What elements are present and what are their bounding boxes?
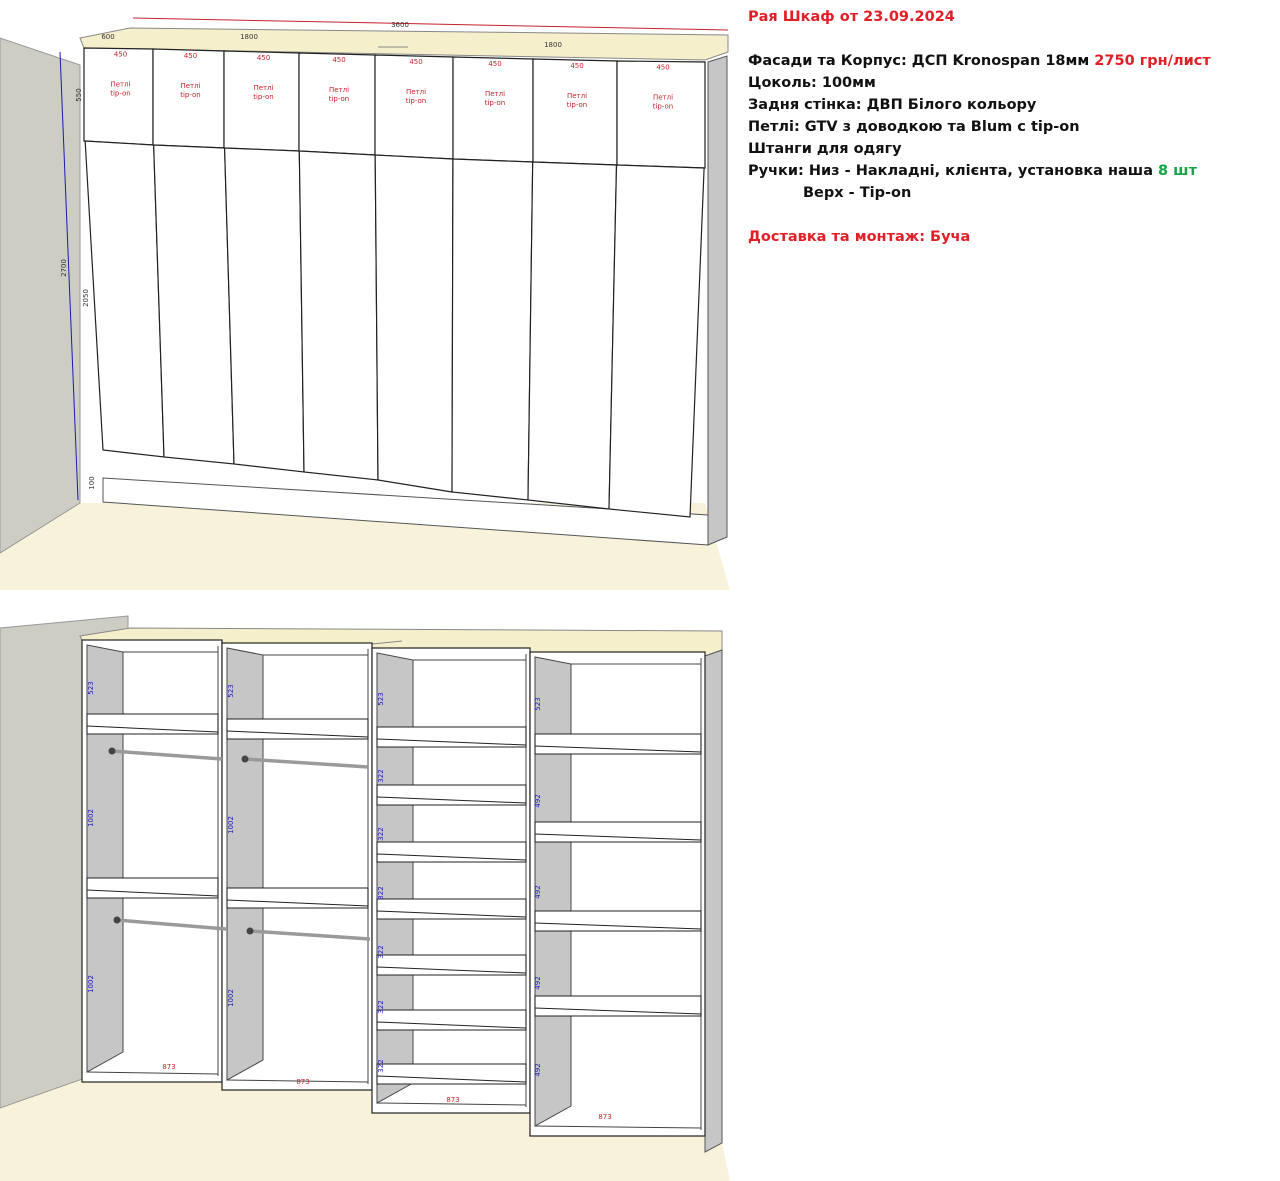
- shelf-height-label: 322: [377, 1059, 385, 1073]
- lower-door-8: [609, 165, 704, 517]
- front-view: [0, 18, 730, 590]
- shelf-height-label: 492: [534, 885, 542, 899]
- shelf-height-label: 523: [377, 692, 385, 706]
- dim-depth: 600: [101, 33, 115, 41]
- materials-price: 2750 грн/лист: [1094, 53, 1211, 69]
- interior-column-4: [530, 652, 705, 1136]
- lower-door-6: [452, 159, 533, 500]
- shelf-height-label: 322: [377, 769, 385, 783]
- door-hinge-label: tip-on: [484, 99, 506, 107]
- door-hinge-label: tip-on: [652, 102, 674, 111]
- column-inner-side: [87, 645, 123, 1072]
- door-hinge-label: tip-on: [566, 101, 588, 109]
- upper-door-3: [224, 51, 299, 151]
- notes-plinth: Цоколь: 100мм: [748, 75, 876, 91]
- spec-notes: [748, 6, 1268, 248]
- upper-door-5: [375, 55, 453, 159]
- column-width-label: 873: [598, 1113, 612, 1121]
- notes-handles-top: Верх - Tip-on: [803, 185, 912, 201]
- interior-view: [0, 616, 730, 1181]
- door-hinge-label: tip-on: [328, 95, 350, 103]
- rail-holder: [247, 928, 254, 935]
- lower-door-7: [528, 162, 617, 509]
- dim-height-main: 2050: [82, 289, 90, 307]
- shelf-height-label: 523: [87, 681, 95, 695]
- door-hinge-label: tip-on: [253, 93, 274, 101]
- door-hinge-label: tip-on: [180, 91, 201, 99]
- door-group: [84, 48, 705, 517]
- handles-count: 8 шт: [1158, 163, 1197, 179]
- shelf-height-label: 1002: [227, 816, 235, 834]
- door-hinge-label: Петлі: [652, 93, 674, 102]
- door-width-label: 450: [113, 50, 128, 59]
- door-width-label: 450: [183, 52, 198, 60]
- column-width-label: 873: [296, 1078, 310, 1086]
- door-width-label: 450: [656, 63, 670, 72]
- door-hinge-label: Петлі: [405, 88, 427, 96]
- door-hinge-label: tip-on: [110, 89, 131, 98]
- rail-holder: [109, 748, 116, 755]
- door-hinge-label: Петлі: [566, 92, 588, 100]
- column-width-label: 873: [446, 1096, 460, 1104]
- upper-door-4: [299, 53, 375, 155]
- door-hinge-label: Петлі: [253, 84, 274, 92]
- shelf-height-label: 322: [377, 827, 385, 841]
- interior-column-1: [82, 640, 222, 1082]
- dim-height-top: 550: [75, 88, 83, 102]
- door-hinge-label: tip-on: [405, 97, 427, 105]
- upper-door-6: [453, 57, 533, 162]
- column-width-label: 873: [162, 1063, 176, 1071]
- door-hinge-label: Петлі: [328, 86, 350, 94]
- door-width-label: 450: [256, 54, 271, 62]
- interior-group: [82, 640, 705, 1136]
- interior-column-3: [372, 648, 530, 1113]
- shelf-height-label: 523: [227, 684, 235, 698]
- door-width-label: 450: [409, 58, 423, 66]
- shelf-height-label: 1002: [87, 975, 95, 993]
- upper-door-8: [617, 61, 705, 168]
- cabinet-right-side-2: [705, 650, 722, 1152]
- door-width-label: 450: [488, 60, 502, 68]
- shelf-height-label: 1002: [227, 989, 235, 1007]
- shelf-height-label: 492: [534, 794, 542, 808]
- notes-handles: [748, 160, 1268, 182]
- upper-door-7: [533, 59, 617, 165]
- dim-section-2: 1800: [544, 41, 562, 49]
- notes-delivery: Доставка та монтаж: Буча: [748, 229, 971, 245]
- shelf-height-label: 322: [377, 1000, 385, 1014]
- dim-section-1: 1800: [240, 33, 258, 41]
- lower-door-3: [225, 148, 304, 472]
- rail-holder: [242, 756, 249, 763]
- wall-left-top: [0, 38, 80, 553]
- notes-back-panel: Задня стінка: ДВП Білого кольору: [748, 97, 1037, 113]
- dim-height-total: 2700: [60, 259, 68, 277]
- shelf-height-label: 322: [377, 886, 385, 900]
- door-hinge-label: Петлі: [110, 80, 131, 89]
- notes-materials: [748, 50, 1268, 72]
- door-hinge-label: Петлі: [180, 82, 201, 90]
- door-hinge-label: Петлі: [484, 90, 506, 98]
- shelf-height-label: 1002: [87, 809, 95, 827]
- notes-title: Рая Шкаф от 23.09.2024: [748, 9, 955, 25]
- door-width-label: 450: [570, 62, 584, 70]
- shelf-height-label: 523: [534, 697, 542, 711]
- lower-door-4: [299, 151, 378, 480]
- dim-height-plinth: 100: [88, 476, 96, 490]
- shelf-height-label: 322: [377, 945, 385, 959]
- materials-label: Фасади та Корпус: ДСП Kronospan 18мм: [748, 53, 1090, 69]
- shelf-height-label: 492: [534, 976, 542, 990]
- lower-door-2: [154, 145, 234, 464]
- lower-door-1: [85, 141, 164, 457]
- dim-overall-width: 3600: [391, 21, 409, 29]
- rail-holder: [114, 917, 121, 924]
- shelf-height-label: 492: [534, 1063, 542, 1077]
- column-inner-side: [377, 653, 413, 1103]
- notes-hinges: Петлі: GTV з доводкою та Blum с tip-on: [748, 119, 1080, 135]
- notes-rails: Штанги для одягу: [748, 141, 902, 157]
- cabinet-right-side: [708, 56, 727, 545]
- door-width-label: 450: [332, 56, 346, 64]
- handles-label: Ручки: Низ - Накладні, клієнта, установка наша: [748, 163, 1153, 179]
- lower-door-5: [375, 155, 453, 492]
- interior-column-2: [222, 643, 372, 1090]
- dim-line-width: [133, 18, 728, 30]
- column-inner-side: [227, 648, 263, 1080]
